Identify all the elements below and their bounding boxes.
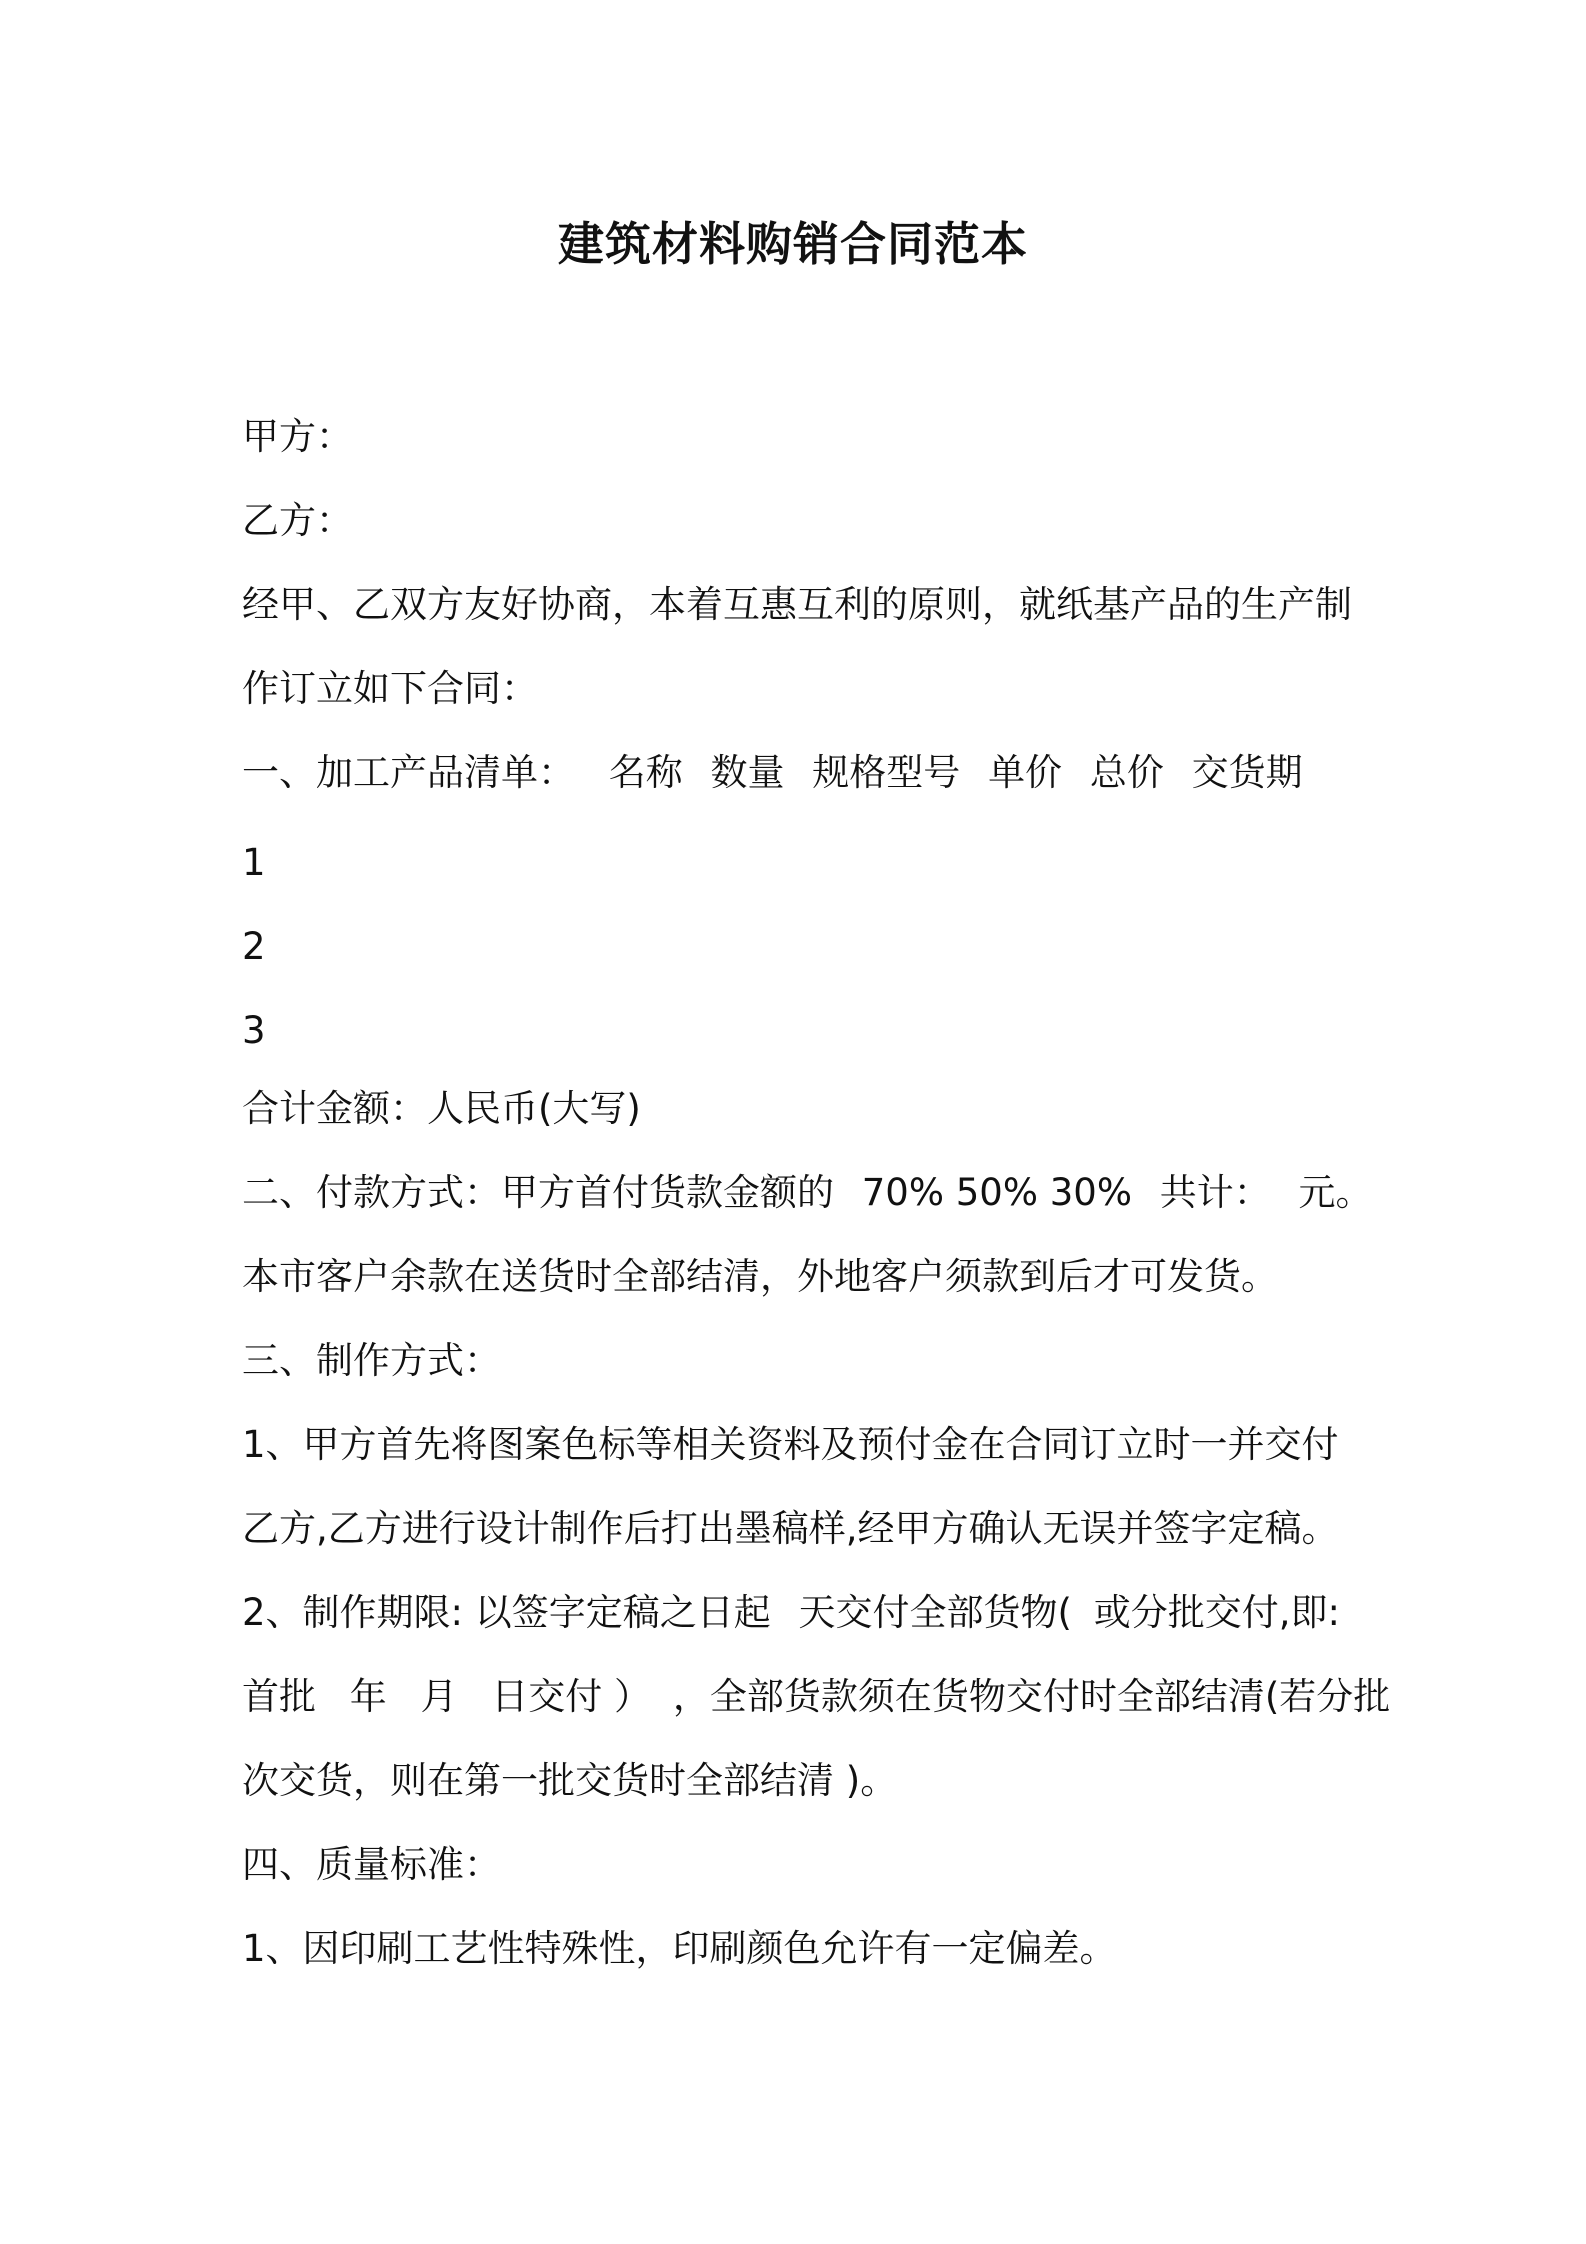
first-batch-label: 首批 [242,1675,316,1718]
day-label: 日交付 ） [491,1675,652,1718]
payment-terms-line-1 [242,1168,1392,1218]
section-1-heading: 一、加工产品清单： [242,751,575,794]
party-a-label: 甲方： [242,415,353,458]
year-label: 年 [349,1675,387,1718]
payment-unit: 元。 [1298,1171,1373,1214]
payment-terms-line-2: 本市客户余款在送货时全部结清，外地客户须款到后才可发货。 [242,1255,1278,1298]
production-item-1-line-1: 1、甲方首先将图案色标等相关资料及预付金在合同订立时一并交付 [242,1423,1339,1466]
product-row-1: 1 [242,841,266,884]
quality-item-1: 1、因印刷工艺性特殊性，印刷颜色允许有一定偏差。 [242,1927,1117,1970]
party-b-label: 乙方： [242,499,353,542]
intro-paragraph-line-1: 经甲、乙双方友好协商，本着互惠互利的原则，就纸基产品的生产制 [242,583,1352,626]
total-amount: 合计金额：人民币(大写) [242,1087,641,1130]
production-item-2-line-3: 次交货，则在第一批交货时全部结清 )。 [242,1759,898,1802]
payment-total-label: 共计： [1159,1171,1271,1214]
document-title: 建筑材料购销合同范本 [558,217,1028,271]
column-delivery-date: 交货期 [1191,751,1303,794]
section-3-heading: 三、制作方式： [242,1339,501,1382]
production-item-1-line-2: 乙方,乙方进行设计制作后打出墨稿样,经甲方确认无误并签字定稿。 [242,1507,1339,1550]
production-period-text-a: 2、制作期限: 以签字定稿之日起 [242,1591,771,1634]
production-item-2-line-1 [242,1588,1392,1638]
product-list-header [242,748,1392,798]
product-row-2: 2 [242,925,266,968]
column-spec: 规格型号 [812,751,961,794]
column-unit-price: 单价 [988,751,1063,794]
production-item-2-line-2 [242,1672,1392,1722]
product-row-3: 3 [242,1009,266,1052]
payment-settlement-text: ，全部货款须在货物交付时全部结清(若分批 [672,1675,1391,1718]
intro-paragraph-line-2: 作订立如下合同： [242,667,538,710]
column-name: 名称 [608,751,683,794]
payment-heading: 二、付款方式：甲方首付货款金额的 [242,1171,834,1214]
section-4-heading: 四、质量标准： [242,1843,501,1886]
month-label: 月 [420,1675,458,1718]
column-quantity: 数量 [710,751,785,794]
production-period-text-b: 天交付全部货物( [798,1591,1072,1634]
production-period-text-c: 或分批交付,即: [1093,1591,1340,1634]
payment-percentages: 70% 50% 30% [861,1171,1133,1214]
column-total-price: 总价 [1089,751,1164,794]
